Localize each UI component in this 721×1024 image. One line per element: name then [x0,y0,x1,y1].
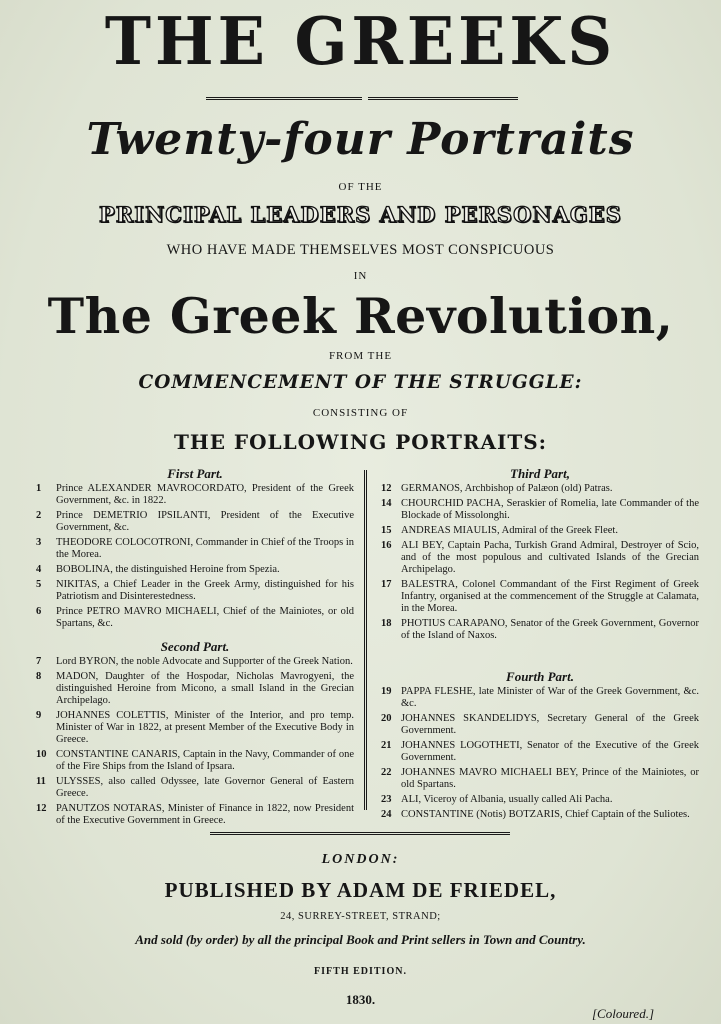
entry-text: GERMANOS, Archbishop of Palæon (old) Patras. [401,483,613,494]
list-item [36,564,354,576]
entry-number: 23 [381,794,392,805]
entry-number: 2 [36,510,42,521]
of-the-text: OF THE [338,181,383,193]
entry-text: Prince PETRO MAVRO MICHAELI, Chief of the Mainiotes, or old Spartans, &c. [56,606,354,629]
entry-text: NIKITAS, a Chief Leader in the Greek Army, distinguished for his Patriotism and Disinterestedness. [56,579,354,602]
london-text: LONDON: [321,852,400,867]
entry-text: ALI, Viceroy of Albania, usually called Ali Pacha. [401,794,613,805]
list-item [36,803,354,827]
list-item [381,713,699,737]
principal-heading: PRINCIPAL LEADERS AND PERSONAGES [99,202,622,227]
entry-number: 11 [36,776,46,787]
entry-number: 6 [36,606,42,617]
list-item [36,710,354,746]
entry-number: 19 [381,686,392,697]
list-item [381,498,699,522]
entry-number: 12 [36,803,47,814]
entry-number: 4 [36,564,42,575]
entry-text: PANUTZOS NOTARAS, Minister of Finance in 1822, now President of the Executive Government in Greece. [56,803,354,826]
list-item [381,525,699,537]
entry-number: 7 [36,656,42,667]
right-column [381,466,699,824]
entry-number: 17 [381,579,392,590]
list-item [36,606,354,630]
part-gap [381,645,699,669]
entry-number: 1 [36,483,42,494]
entry-text: JOHANNES MAVRO MICHAELI BEY, Prince of the Mainiotes, or old Spartans. [401,767,699,790]
entry-text: CONSTANTINE (Notis) BOTZARIS, Chief Captain of the Suliotes. [401,809,690,820]
entry-text: MADON, Daughter of the Hospodar, Nicholas Mavrogyeni, the distinguished Heroine from Micono, a small Island in the Grecian Archipelago. [56,671,354,706]
entry-text: ANDREAS MIAULIS, Admiral of the Greek Fleet. [401,525,618,536]
entry-text: PAPPA FLESHE, late Minister of War of the Greek Government, &c. &c. [401,686,699,709]
entry-number: 22 [381,767,392,778]
entry-number: 16 [381,540,392,551]
entry-text: CHOURCHID PACHA, Seraskier of Romelia, late Commander of the Blockade of Missolonghi. [401,498,699,521]
entry-text: JOHANNES SKANDELIDYS, Secretary General of the Greek Government. [401,713,699,736]
list-item [381,686,699,710]
part-title-fourth: Fourth Part. [506,669,574,684]
entry-text: Prince ALEXANDER MAVROCORDATO, President of the Greek Government, &c. in 1822. [56,483,354,506]
title-rule-right [368,97,518,100]
entry-number: 21 [381,740,392,751]
entry-number: 10 [36,749,47,760]
entry-text: JOHANNES COLETTIS, Minister of the Interior, and pro temp. Minister of War in 1822, at present Member of the Executive Body in Greece. [56,710,354,745]
year-text: 1830. [345,992,376,1007]
entry-text: JOHANNES LOGOTHETI, Senator of the Executive of the Greek Government. [401,740,699,763]
title-rule-left [206,97,362,100]
who-text: WHO HAVE MADE THEMSELVES MOST CONSPICUOUS [166,242,555,258]
entry-number: 3 [36,537,42,548]
part-title-first: First Part. [167,466,223,481]
list-item [36,776,354,800]
list-item [381,618,699,642]
list-item [36,656,354,668]
coloured-label: [Coloured.] [592,1006,654,1021]
list-item [381,483,699,495]
footer-rule [210,832,510,835]
list-item [381,794,699,806]
entry-text: BALESTRA, Colonel Commandant of the First Regiment of Greek Infantry, organised at the commencement of the Struggle at Calamata, in the Morea. [401,579,699,614]
in-text: IN [353,270,368,282]
list-item [36,510,354,534]
consisting-text: CONSISTING OF [312,407,409,419]
list-item [36,537,354,561]
list-item [381,809,699,821]
sold-text: And sold (by order) by all the principal Book and Print sellers in Town and Country. [135,932,586,947]
entry-text: Prince DEMETRIO IPSILANTI, President of the Executive Government, &c. [56,510,354,533]
following-heading: THE FOLLOWING PORTRAITS: [173,430,548,454]
entry-number: 20 [381,713,392,724]
entry-text: ULYSSES, also called Odyssee, late Governor General of Eastern Greece. [56,776,354,799]
left-column [36,466,354,830]
entry-number: 5 [36,579,42,590]
entry-text: Lord BYRON, the noble Advocate and Supporter of the Greek Nation. [56,656,353,667]
list-item [36,483,354,507]
from-text: FROM THE [328,350,393,362]
publisher-text: PUBLISHED BY ADAM DE FRIEDEL, [164,878,557,902]
list-item [36,671,354,707]
list-item [381,579,699,615]
entry-number: 12 [381,483,392,494]
entry-text: ALI BEY, Captain Pacha, Turkish Grand Admiral, Destroyer of Scio, and of the most populous and cultivated Islands of the Grecian Archipelago. [401,540,699,575]
column-divider [364,470,367,810]
commencement-heading: COMMENCEMENT OF THE STRUGGLE: [138,372,583,393]
entry-number: 9 [36,710,42,721]
subtitle: Twenty-four Portraits [86,114,635,165]
list-item [36,749,354,773]
entry-text: CONSTANTINE CANARIS, Captain in the Navy, Commander of one of the Fire Ships from the Island of Ipsara. [56,749,354,772]
entry-text: THEODORE COLOCOTRONI, Commander in Chief of the Troops in the Morea. [56,537,354,560]
list-item [36,579,354,603]
part-title-second: Second Part. [160,639,230,654]
address-text: 24, SURREY-STREET, STRAND; [280,911,441,922]
edition-text: FIFTH EDITION. [314,966,407,977]
part-title-third: Third Part, [510,466,570,481]
entry-text: BOBOLINA, the distinguished Heroine from Spezia. [56,564,280,575]
entry-number: 14 [381,498,392,509]
list-item [381,540,699,576]
entry-number: 8 [36,671,42,682]
list-item [381,740,699,764]
entry-number: 15 [381,525,392,536]
revolution-heading: The Greek Revolution, [47,287,674,345]
entry-number: 24 [381,809,392,820]
entry-number: 18 [381,618,392,629]
list-item [381,767,699,791]
entry-text: PHOTIUS CARAPANO, Senator of the Greek Government, Governor of the Island of Naxos. [401,618,699,641]
main-title: THE GREEKS [104,3,617,80]
